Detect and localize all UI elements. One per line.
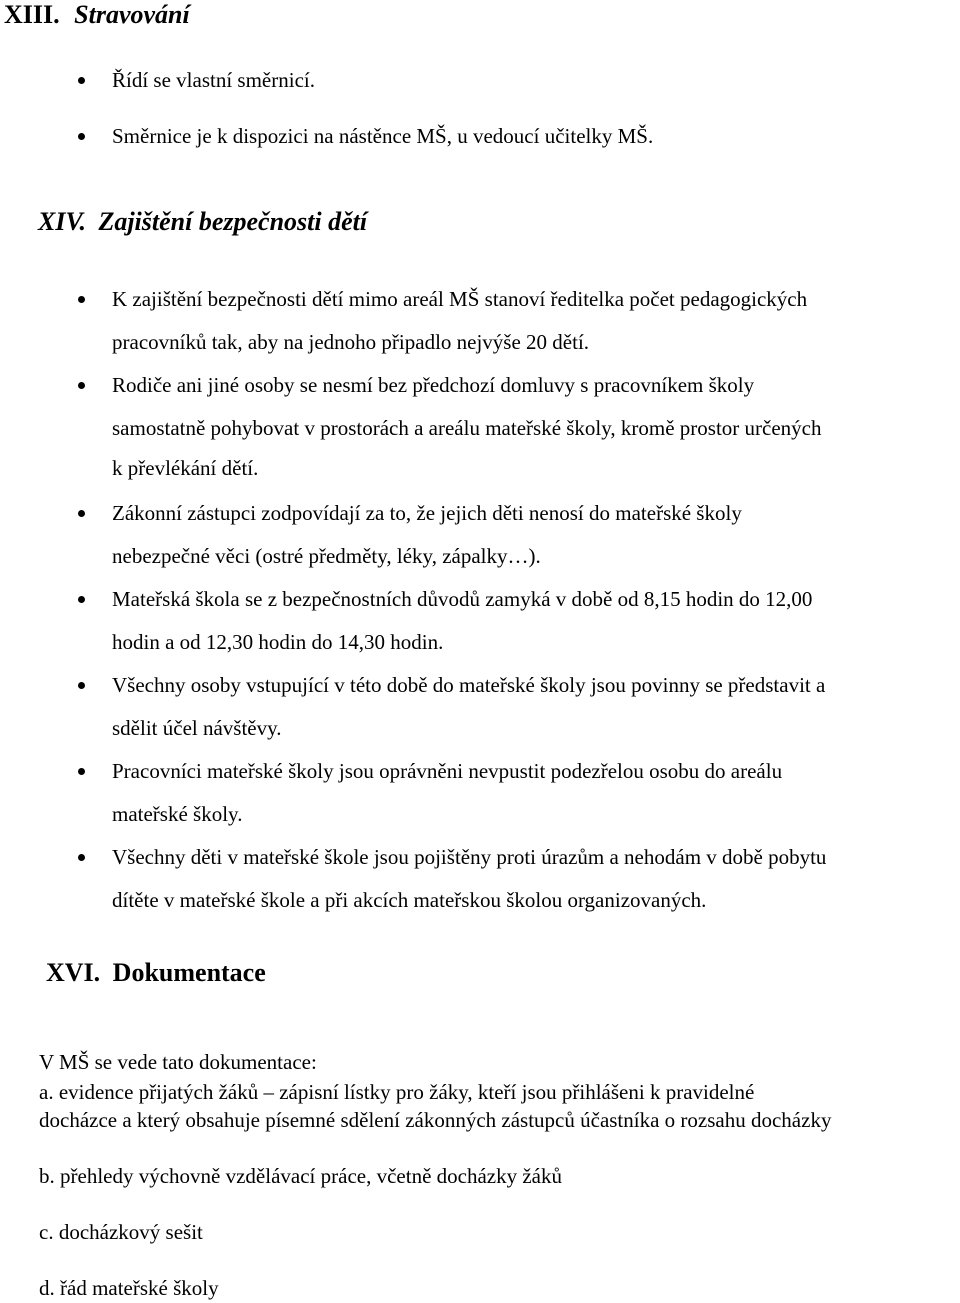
section-13-number: XIII. <box>4 0 60 29</box>
s14-b4-line1: Mateřská škola se z bezpečnostních důvodů zamyká v době od 8,15 hodin do 12,00 <box>112 587 813 611</box>
section-16-heading <box>46 958 266 988</box>
section-16-number: XVI. <box>46 958 101 987</box>
section-14-title: Zajištění bezpečnosti dětí <box>98 207 368 236</box>
s16-item-d: d. řád mateřské školy <box>39 1276 219 1300</box>
bullet-icon <box>78 382 85 389</box>
section-14-number: XIV. <box>38 207 86 236</box>
s14-b3-line1: Zákonní zástupci zodpovídají za to, že jejich děti nenosí do mateřské školy <box>112 501 742 525</box>
section-14-heading <box>38 207 367 237</box>
s14-b5-line1: Všechny osoby vstupující v této době do mateřské školy jsou povinny se představit a <box>112 673 826 697</box>
s14-b2-line3: k převlékání dětí. <box>112 456 259 480</box>
section-16-title: Dokumentace <box>112 958 266 987</box>
s13-bullet-2: Směrnice je k dispozici na nástěnce MŠ, u vedoucí učitelky MŠ. <box>112 124 654 148</box>
bullet-icon <box>78 768 85 775</box>
s16-item-a-line2: docházce a který obsahuje písemné sdělení zákonných zástupců účastníka o rozsahu docházky <box>39 1108 832 1132</box>
bullet-icon <box>78 77 85 84</box>
s16-item-b: b. přehledy výchovně vzdělávací práce, včetně docházky žáků <box>39 1164 562 1188</box>
s14-b1-line1: K zajištění bezpečnosti dětí mimo areál MŠ stanoví ředitelka počet pedagogických <box>112 287 808 311</box>
bullet-icon <box>78 596 85 603</box>
s16-item-a-line1: a. evidence přijatých žáků – zápisní lístky pro žáky, kteří jsou přihlášeni k pravidelné <box>39 1080 755 1104</box>
s14-b6-line1: Pracovníci mateřské školy jsou oprávněni nevpustit podezřelou osobu do areálu <box>112 759 783 783</box>
s16-item-c: c. docházkový sešit <box>39 1220 203 1244</box>
s14-b7-line1: Všechny děti v mateřské škole jsou pojištěny proti úrazům a nehodám v době pobytu <box>112 845 827 869</box>
s14-b3-line2: nebezpečné věci (ostré předměty, léky, zápalky…). <box>112 544 541 568</box>
bullet-icon <box>78 854 85 861</box>
s14-b2-line2: samostatně pohybovat v prostorách a areálu mateřské školy, kromě prostor určených <box>112 416 822 440</box>
s16-intro: V MŠ se vede tato dokumentace: <box>39 1050 317 1074</box>
bullet-icon <box>78 682 85 689</box>
bullet-icon <box>78 133 85 140</box>
section-13-title: Stravování <box>74 0 190 29</box>
s14-b6-line2: mateřské školy. <box>112 802 243 826</box>
s14-b7-line2: dítěte v mateřské škole a při akcích mateřskou školou organizovaných. <box>112 888 707 912</box>
s14-b4-line2: hodin a od 12,30 hodin do 14,30 hodin. <box>112 630 444 654</box>
s14-b1-line2: pracovníků tak, aby na jednoho připadlo nejvýše 20 dětí. <box>112 330 590 354</box>
s14-b2-line1: Rodiče ani jiné osoby se nesmí bez předchozí domluvy s pracovníkem školy <box>112 373 755 397</box>
bullet-icon <box>78 510 85 517</box>
section-13-heading <box>4 0 190 30</box>
s13-bullet-1: Řídí se vlastní směrnicí. <box>112 68 315 92</box>
bullet-icon <box>78 296 85 303</box>
s14-b5-line2: sdělit účel návštěvy. <box>112 716 282 740</box>
